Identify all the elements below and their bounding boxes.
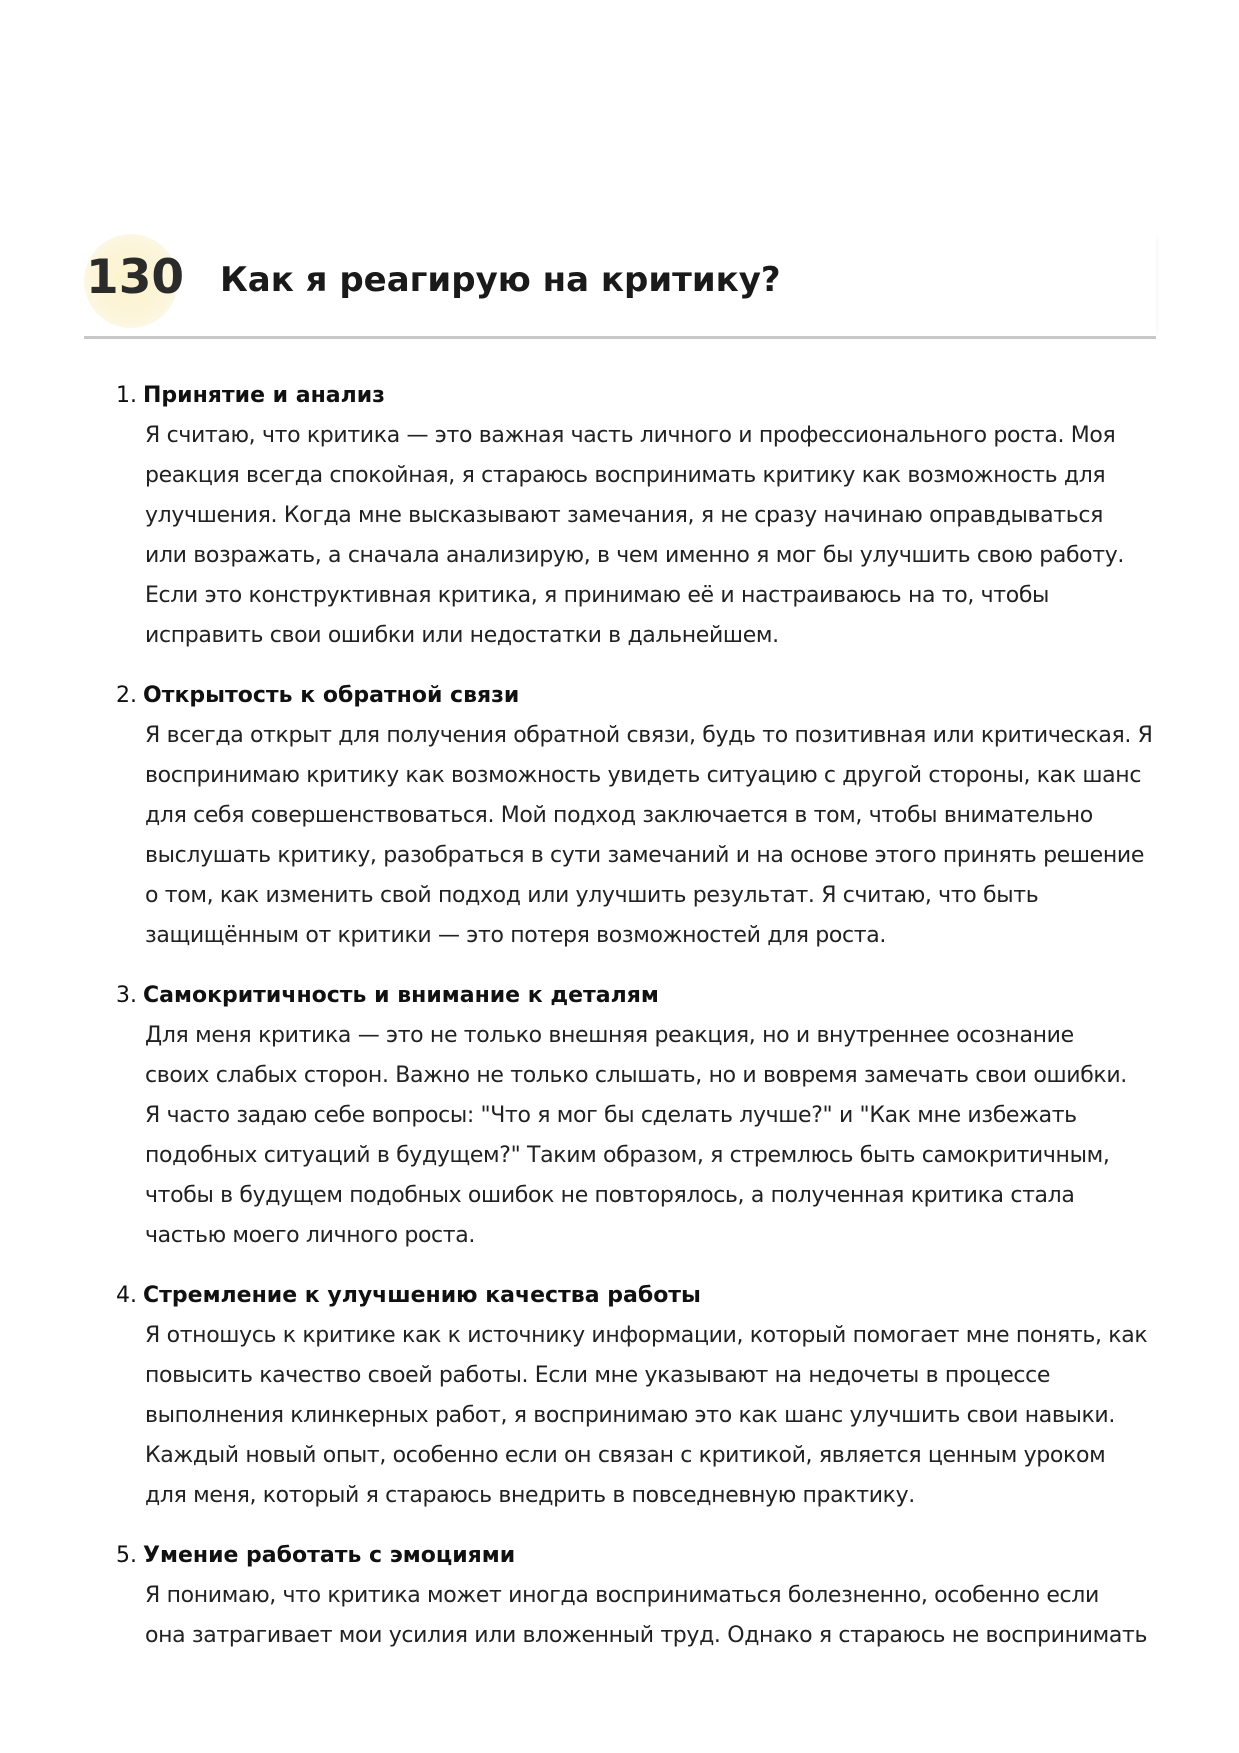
body-line: для себя совершенствоваться. Мой подход заключается в том, чтобы внимательно bbox=[145, 803, 1093, 828]
body-line: улучшения. Когда мне высказывают замечания, я не сразу начинаю оправдываться bbox=[145, 503, 1103, 528]
question-number: 130 bbox=[86, 250, 185, 305]
question-title: Как я реагирую на критику? bbox=[220, 260, 781, 300]
body-line: защищённым от критики — это потеря возможностей для роста. bbox=[145, 923, 887, 948]
body-line: чтобы в будущем подобных ошибок не повторялось, а полученная критика стала bbox=[145, 1183, 1075, 1208]
list-item-title: Открытость к обратной связи bbox=[143, 683, 520, 708]
list-item bbox=[116, 676, 1166, 956]
answer-list bbox=[116, 376, 1166, 1676]
body-line: Я всегда открыт для получения обратной связи, будь то позитивная или критическая. Я bbox=[145, 723, 1153, 748]
list-item bbox=[116, 976, 1166, 1256]
list-item-title: Умение работать с эмоциями bbox=[143, 1543, 516, 1568]
body-line: выполнения клинкерных работ, я воспринимаю это как шанс улучшить свои навыки. bbox=[145, 1403, 1116, 1428]
list-item-body bbox=[145, 716, 1166, 956]
body-line: Каждый новый опыт, особенно если он связан с критикой, является ценным уроком bbox=[145, 1443, 1106, 1468]
body-line: Если это конструктивная критика, я принимаю её и настраиваюсь на то, чтобы bbox=[145, 583, 1050, 608]
body-line: реакция всегда спокойная, я стараюсь воспринимать критику как возможность для bbox=[145, 463, 1106, 488]
question-header bbox=[84, 232, 1156, 339]
list-item-heading bbox=[116, 1536, 1166, 1576]
body-line: воспринимаю критику как возможность увидеть ситуацию с другой стороны, как шанс bbox=[145, 763, 1142, 788]
list-item-heading bbox=[116, 976, 1166, 1016]
list-item bbox=[116, 376, 1166, 656]
list-item-number: 4. bbox=[116, 1283, 137, 1308]
body-line: или возражать, а сначала анализирую, в чем именно я мог бы улучшить свою работу. bbox=[145, 543, 1125, 568]
body-line: она затрагивает мои усилия или вложенный труд. Однако я стараюсь не воспринимать bbox=[145, 1623, 1148, 1648]
list-item-number: 3. bbox=[116, 983, 137, 1008]
body-line: Я понимаю, что критика может иногда восприниматься болезненно, особенно если bbox=[145, 1583, 1099, 1608]
list-item bbox=[116, 1276, 1166, 1516]
body-line: о том, как изменить свой подход или улучшить результат. Я считаю, что быть bbox=[145, 883, 1039, 908]
body-line: повысить качество своей работы. Если мне указывают на недочеты в процессе bbox=[145, 1363, 1051, 1388]
body-line: для меня, который я стараюсь внедрить в повседневную практику. bbox=[145, 1483, 915, 1508]
body-line: Я считаю, что критика — это важная часть личного и профессионального роста. Моя bbox=[145, 423, 1116, 448]
list-item-body bbox=[145, 1016, 1166, 1256]
list-item-heading bbox=[116, 1276, 1166, 1316]
list-item-number: 2. bbox=[116, 683, 137, 708]
body-line: выслушать критику, разобраться в сути замечаний и на основе этого принять решение bbox=[145, 843, 1145, 868]
list-item-body bbox=[145, 416, 1166, 656]
list-item-title: Принятие и анализ bbox=[143, 383, 385, 408]
list-item-number: 5. bbox=[116, 1543, 137, 1568]
body-line: частью моего личного роста. bbox=[145, 1223, 476, 1248]
list-item-heading bbox=[116, 676, 1166, 716]
body-line: своих слабых сторон. Важно не только слышать, но и вовремя замечать свои ошибки. bbox=[145, 1063, 1127, 1088]
list-item-title: Самокритичность и внимание к деталям bbox=[143, 983, 659, 1008]
list-item-body bbox=[145, 1316, 1166, 1516]
list-item bbox=[116, 1536, 1166, 1656]
list-item-heading bbox=[116, 376, 1166, 416]
list-item-body bbox=[145, 1576, 1166, 1656]
body-line: подобных ситуаций в будущем?" Таким образом, я стремлюсь быть самокритичным, bbox=[145, 1143, 1110, 1168]
body-line: Я часто задаю себе вопросы: "Что я мог бы сделать лучше?" и "Как мне избежать bbox=[145, 1103, 1077, 1128]
body-line: исправить свои ошибки или недостатки в дальнейшем. bbox=[145, 623, 779, 648]
body-line: Для меня критика — это не только внешняя реакция, но и внутреннее осознание bbox=[145, 1023, 1074, 1048]
body-line: Я отношусь к критике как к источнику информации, который помогает мне понять, как bbox=[145, 1323, 1148, 1348]
list-item-number: 1. bbox=[116, 383, 137, 408]
list-item-title: Стремление к улучшению качества работы bbox=[143, 1283, 701, 1308]
